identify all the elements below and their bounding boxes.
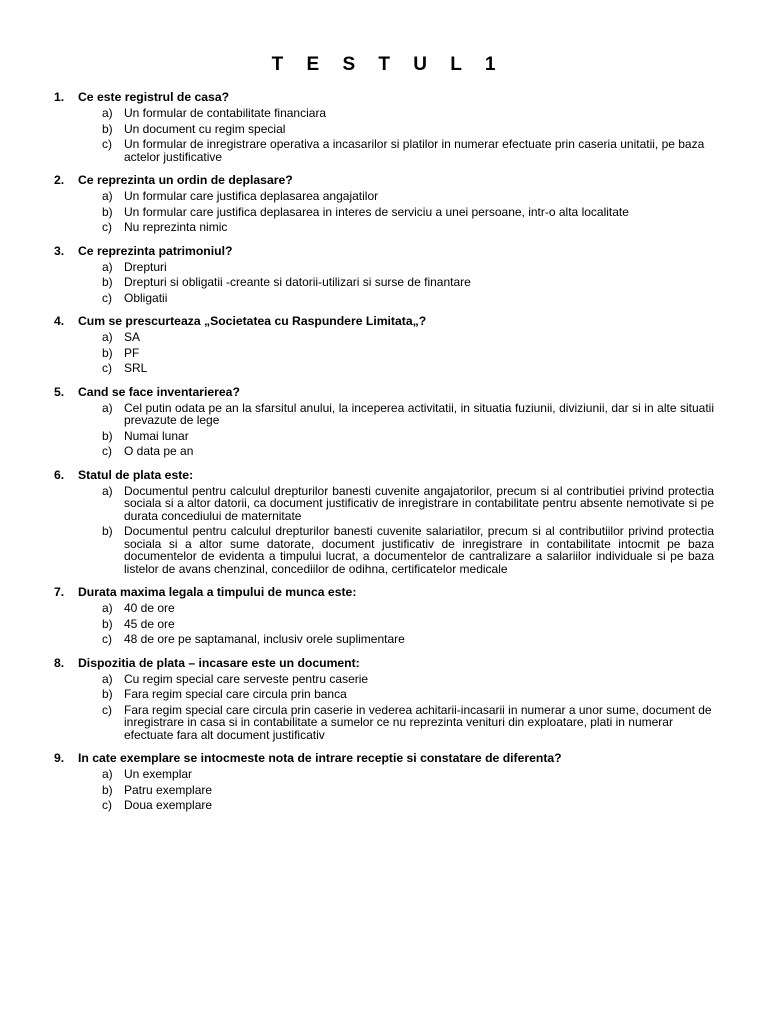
question-number: 1.: [54, 90, 65, 104]
question-header: [54, 89, 714, 105]
answer-option-c: [102, 704, 714, 742]
answer-option-c: [102, 633, 714, 646]
page-title: T E S T U L 1: [271, 54, 505, 75]
answer-option-b: [102, 525, 714, 575]
option-letter: c): [102, 220, 112, 234]
question-text: Ce reprezinta un ordin de deplasare?: [78, 173, 293, 187]
answer-option-b: [102, 618, 714, 631]
option-letter: b): [102, 428, 113, 443]
option-letter: b): [102, 121, 113, 136]
option-text: SA: [124, 330, 141, 344]
option-letter: b): [102, 345, 113, 360]
question-number: 2.: [54, 173, 65, 187]
option-text: Nu reprezinta nimic: [124, 220, 228, 234]
option-text: Un formular de contabilitate financiara: [124, 106, 327, 120]
answer-option-c: [102, 138, 714, 163]
option-text: Drepturi: [124, 259, 167, 274]
option-letter: a): [102, 483, 113, 498]
option-text: Patru exemplare: [124, 782, 213, 797]
answer-option-a: [102, 107, 714, 120]
question-number: 5.: [54, 384, 65, 399]
question-header: [54, 655, 714, 671]
answer-option-b: [102, 206, 714, 219]
answer-option-b: [102, 688, 714, 701]
option-letter: b): [102, 204, 113, 219]
question-2: [54, 172, 714, 234]
answer-option-c: [102, 292, 714, 305]
question-7: [54, 584, 714, 646]
option-letter: b): [102, 616, 113, 631]
option-letter: c): [102, 290, 112, 305]
answer-option-a: [102, 190, 714, 203]
answer-option-c: [102, 799, 714, 812]
question-text: Cum se prescurteaza „Societatea cu Raspundere Limitata„?: [78, 314, 427, 328]
option-text: PF: [124, 345, 140, 360]
option-letter: b): [102, 524, 113, 538]
option-text: Un formular de inregistrare operativa a incasarilor si platilor in numerar efectuate prin caseria unitatii, pe baza actelor justificative: [124, 137, 705, 164]
question-8: [54, 655, 714, 742]
answer-option-a: [102, 261, 714, 274]
question-number: 4.: [54, 314, 65, 328]
option-letter: a): [102, 767, 113, 781]
option-text: Doua exemplare: [124, 798, 213, 812]
answer-option-b: [102, 784, 714, 797]
answer-option-c: [102, 221, 714, 234]
question-header: [54, 467, 714, 483]
question-text: Ce reprezinta patrimoniul?: [78, 243, 233, 258]
question-header: [54, 384, 714, 400]
answer-option-a: [102, 402, 714, 427]
option-letter: a): [102, 400, 113, 415]
question-5: [54, 384, 714, 458]
question-text: In cate exemplare se intocmeste nota de intrare receptie si constatare de diferenta?: [78, 751, 562, 765]
question-number: 6.: [54, 467, 65, 482]
option-text: O data pe an: [124, 444, 194, 458]
question-header: [54, 172, 714, 188]
option-text: Un document cu regim special: [124, 121, 286, 136]
question-text: Durata maxima legala a timpului de munca este:: [78, 585, 357, 599]
question-3: [54, 243, 714, 305]
option-text: Un formular care justifica deplasarea in interes de serviciu a unei persoane, intr-o alta localitate: [124, 204, 629, 219]
question-9: [54, 750, 714, 812]
option-text: Cu regim special care serveste pentru caserie: [124, 671, 369, 686]
option-letter: b): [102, 782, 113, 797]
option-text: Drepturi si obligatii -creante si datorii-utilizari si surse de finantare: [124, 275, 471, 289]
option-text: Numai lunar: [124, 428, 189, 443]
question-number: 3.: [54, 243, 65, 258]
option-text: 48 de ore pe saptamanal, inclusiv orele suplimentare: [124, 632, 405, 646]
question-text: Cand se face inventarierea?: [78, 384, 240, 399]
option-letter: c): [102, 361, 112, 375]
option-letter: b): [102, 275, 113, 289]
option-letter: c): [102, 137, 112, 151]
question-number: 9.: [54, 751, 65, 765]
answer-option-a: [102, 485, 714, 523]
question-number: 8.: [54, 655, 65, 670]
option-letter: a): [102, 259, 113, 274]
option-letter: a): [102, 601, 113, 615]
question-1: [54, 89, 714, 163]
option-letter: c): [102, 632, 112, 646]
question-6: [54, 467, 714, 576]
option-text: Obligatii: [124, 290, 168, 305]
answer-option-a: [102, 331, 714, 344]
option-text: 45 de ore: [124, 616, 175, 631]
answer-option-a: [102, 602, 714, 615]
option-text: Documentul pentru calculul drepturilor banesti cuvenite angajatorilor, precum si al contributiei privind protectia sociala si a altor datorii, ca document justificativ de inregistrare in contabilitate pentru absente nemotivate si pe durata concediului de maternitate: [124, 483, 714, 523]
answer-option-c: [102, 362, 714, 375]
question-text: Dispozitia de plata – incasare este un document:: [78, 655, 360, 670]
option-letter: b): [102, 687, 113, 701]
option-letter: c): [102, 702, 112, 717]
option-text: Fara regim special care circula prin caserie in vederea achitarii-incasarii in numerar a unor sume, document de inregistrare in casa si in contabilitate a sumelor ce nu reprezinta venituri din exploatare, plati in numerar efectuate fara alt document justificativ: [124, 702, 712, 742]
option-text: Documentul pentru calculul drepturilor banesti cuvenite salariatilor, precum si al contributiilor privind protectia sociala si a altor sume datorate, document justificativ de inregistrare in contabilitate intocmit pe baza documentelor de evidenta a timpului lucrat, a documentelor de cantralizare a salariilor individuale si pe baza listelor de avans chenzinal, concediilor de odihna, certificatelor medicale: [124, 524, 714, 576]
option-letter: c): [102, 798, 112, 812]
answer-option-a: [102, 768, 714, 781]
option-letter: a): [102, 106, 113, 120]
option-text: Cel putin odata pe an la sfarsitul anului, la inceperea activitatii, in situatia fuziunii, diviziunii, dar si in alte situatii prevazute de lege: [124, 400, 714, 427]
option-text: Un exemplar: [124, 767, 193, 781]
question-text: Statul de plata este:: [78, 467, 194, 482]
answer-option-b: [102, 276, 714, 289]
answer-option-b: [102, 430, 714, 443]
option-text: Fara regim special care circula prin banca: [124, 687, 347, 701]
question-header: [54, 750, 714, 766]
option-letter: c): [102, 444, 112, 458]
option-letter: a): [102, 671, 113, 686]
question-header: [54, 243, 714, 259]
question-header: [54, 584, 714, 600]
answer-option-b: [102, 347, 714, 360]
option-text: 40 de ore: [124, 601, 175, 615]
answer-option-c: [102, 445, 714, 458]
question-text: Ce este registrul de casa?: [78, 90, 230, 104]
question-4: [54, 313, 714, 375]
question-header: [54, 313, 714, 329]
option-text: SRL: [124, 361, 148, 375]
option-text: Un formular care justifica deplasarea angajatilor: [124, 189, 379, 203]
answer-option-b: [102, 123, 714, 136]
question-number: 7.: [54, 585, 65, 599]
option-letter: a): [102, 330, 113, 344]
answer-option-a: [102, 673, 714, 686]
question-list: [54, 89, 714, 821]
option-letter: a): [102, 189, 113, 203]
